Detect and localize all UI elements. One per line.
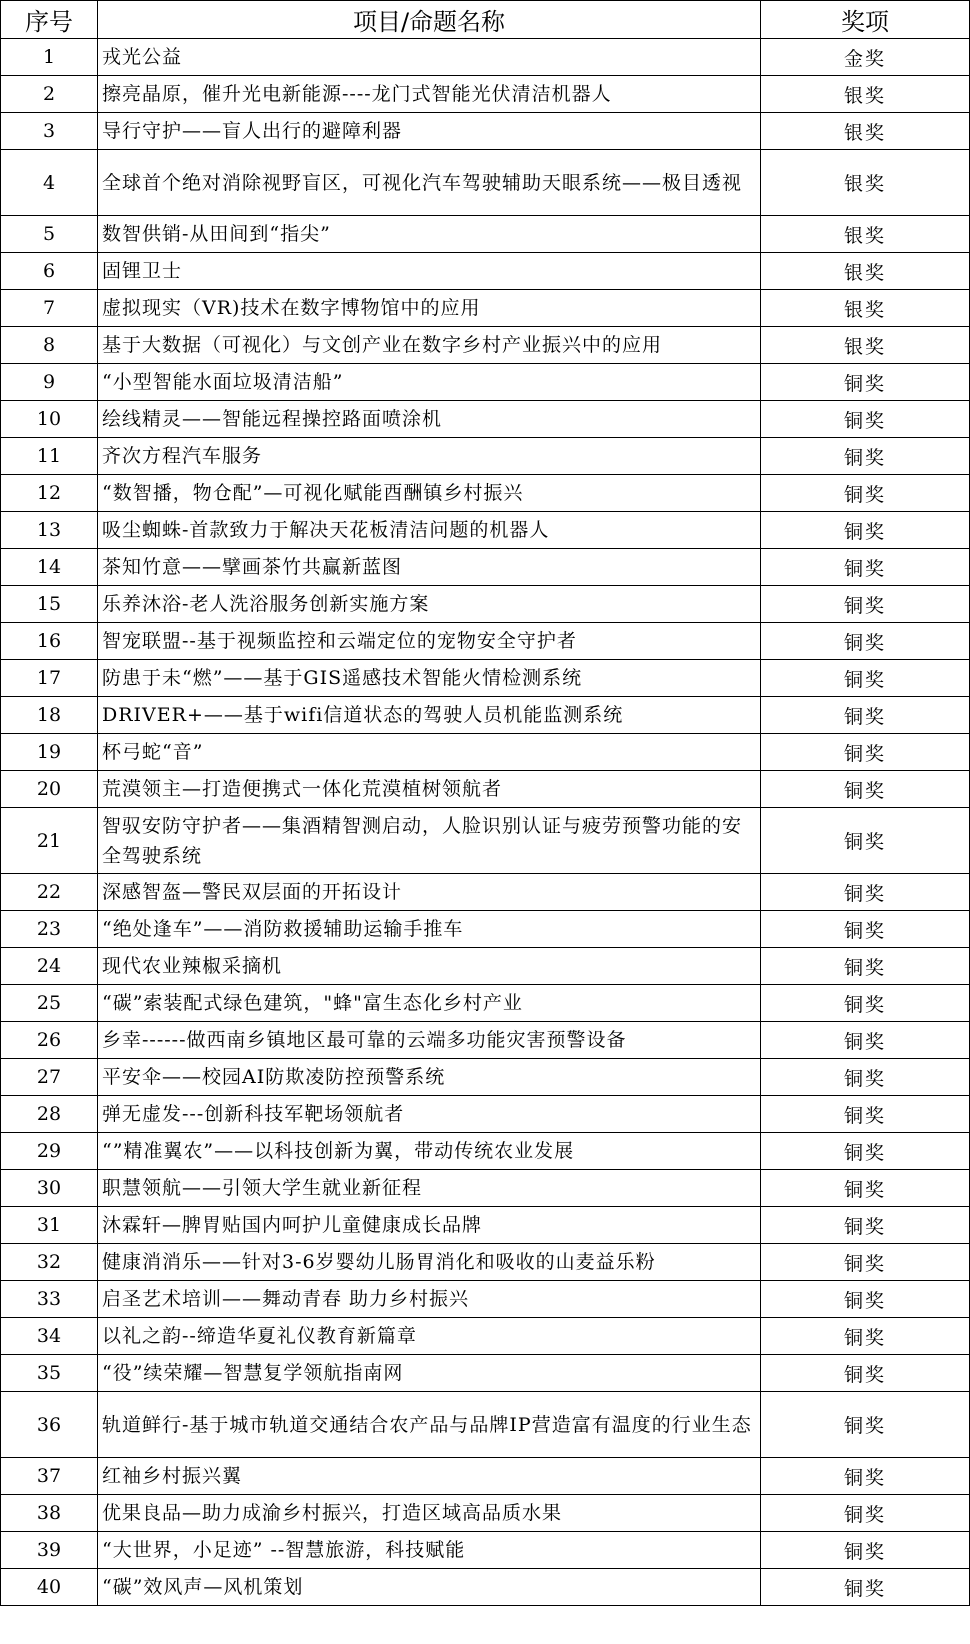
row-project-name: 智驭安防守护者——集酒精智测启动，人脸识别认证与疲劳预警功能的安全驾驶系统 [98,808,761,874]
row-award: 铜奖 [761,1355,970,1392]
row-award: 铜奖 [761,1281,970,1318]
table-row [1,948,970,985]
row-award: 银奖 [761,216,970,253]
row-award: 铜奖 [761,771,970,808]
row-project-name: “绝处逢车”——消防救援辅助运输手推车 [98,911,761,948]
row-index: 29 [1,1133,98,1170]
row-award: 铜奖 [761,1458,970,1495]
table-row [1,1244,970,1281]
row-project-name: 健康消消乐——针对3-6岁婴幼儿肠胃消化和吸收的山麦益乐粉 [98,1244,761,1281]
row-project-name: “碳”效风声—风机策划 [98,1569,761,1606]
row-index: 17 [1,660,98,697]
row-index: 39 [1,1532,98,1569]
table-row [1,697,970,734]
row-award: 银奖 [761,150,970,216]
row-project-name: “大世界，小足迹” --智慧旅游，科技赋能 [98,1532,761,1569]
table-row [1,113,970,150]
row-project-name: 启圣艺术培训——舞动青春 助力乡村振兴 [98,1281,761,1318]
row-index: 7 [1,290,98,327]
row-project-name: 防患于未“燃”——基于GIS遥感技术智能火情检测系统 [98,660,761,697]
row-project-name: 智宠联盟--基于视频监控和云端定位的宠物安全守护者 [98,623,761,660]
row-award: 铜奖 [761,1244,970,1281]
row-award: 银奖 [761,113,970,150]
table-row [1,1532,970,1569]
row-index: 38 [1,1495,98,1532]
row-index: 16 [1,623,98,660]
row-award: 铜奖 [761,660,970,697]
row-index: 27 [1,1059,98,1096]
row-index: 40 [1,1569,98,1606]
row-index: 12 [1,475,98,512]
row-index: 35 [1,1355,98,1392]
row-project-name: 全球首个绝对消除视野盲区，可视化汽车驾驶辅助天眼系统——极目透视 [98,150,761,216]
row-award: 铜奖 [761,1392,970,1458]
row-project-name: 基于大数据（可视化）与文创产业在数字乡村产业振兴中的应用 [98,327,761,364]
table-row [1,364,970,401]
row-award: 银奖 [761,327,970,364]
row-award: 铜奖 [761,1207,970,1244]
row-index: 6 [1,253,98,290]
row-project-name: 固锂卫士 [98,253,761,290]
row-index: 21 [1,808,98,874]
row-index: 2 [1,76,98,113]
row-award: 铜奖 [761,438,970,475]
row-project-name: 数智供销-从田间到“指尖” [98,216,761,253]
table-row [1,771,970,808]
row-index: 36 [1,1392,98,1458]
row-index: 10 [1,401,98,438]
row-project-name: 吸尘蜘蛛-首款致力于解决天花板清洁问题的机器人 [98,512,761,549]
table-row [1,874,970,911]
row-award: 铜奖 [761,808,970,874]
row-index: 33 [1,1281,98,1318]
row-index: 25 [1,985,98,1022]
row-index: 19 [1,734,98,771]
row-project-name: “役”续荣耀—智慧复学领航指南网 [98,1355,761,1392]
table-row [1,1281,970,1318]
table-row [1,623,970,660]
row-project-name: 导行守护——盲人出行的避障利器 [98,113,761,150]
row-project-name: DRIVER+——基于wifi信道状态的驾驶人员机能监测系统 [98,697,761,734]
row-award: 铜奖 [761,512,970,549]
table-row [1,150,970,216]
row-award: 铜奖 [761,1170,970,1207]
table-row [1,1569,970,1606]
table-row [1,1059,970,1096]
row-index: 22 [1,874,98,911]
row-index: 8 [1,327,98,364]
table-row [1,586,970,623]
row-award: 铜奖 [761,364,970,401]
row-project-name: 以礼之韵--缔造华夏礼仪教育新篇章 [98,1318,761,1355]
row-project-name: 优果良品—助力成渝乡村振兴，打造区域高品质水果 [98,1495,761,1532]
row-index: 14 [1,549,98,586]
row-project-name: 平安伞——校园AI防欺凌防控预警系统 [98,1059,761,1096]
row-project-name: 红袖乡村振兴翼 [98,1458,761,1495]
row-index: 5 [1,216,98,253]
row-award: 铜奖 [761,985,970,1022]
row-award: 银奖 [761,253,970,290]
row-index: 4 [1,150,98,216]
row-index: 26 [1,1022,98,1059]
table-row [1,1392,970,1458]
header-row [1,1,970,39]
row-award: 铜奖 [761,1133,970,1170]
table-row [1,290,970,327]
table-row [1,808,970,874]
row-project-name: 杯弓蛇“音” [98,734,761,771]
row-project-name: 深感智盔—警民双层面的开拓设计 [98,874,761,911]
table-row [1,1170,970,1207]
row-award: 铜奖 [761,1569,970,1606]
table-row [1,438,970,475]
row-project-name: “数智播，物仓配”—可视化赋能酉酬镇乡村振兴 [98,475,761,512]
row-index: 1 [1,39,98,76]
row-index: 23 [1,911,98,948]
header-index: 序号 [1,1,98,39]
table-row [1,660,970,697]
row-award: 银奖 [761,76,970,113]
row-project-name: 擦亮晶原，催升光电新能源----龙门式智能光伏清洁机器人 [98,76,761,113]
row-project-name: 荒漠领主—打造便携式一体化荒漠植树领航者 [98,771,761,808]
row-index: 9 [1,364,98,401]
row-index: 31 [1,1207,98,1244]
table-row [1,734,970,771]
table-row [1,39,970,76]
row-project-name: 齐次方程汽车服务 [98,438,761,475]
row-index: 24 [1,948,98,985]
row-project-name: 乐养沐浴-老人洗浴服务创新实施方案 [98,586,761,623]
table-body [1,39,970,1606]
row-award: 铜奖 [761,911,970,948]
row-award: 铜奖 [761,697,970,734]
row-index: 30 [1,1170,98,1207]
row-award: 铜奖 [761,1532,970,1569]
table-row [1,401,970,438]
row-project-name: 戎光公益 [98,39,761,76]
row-index: 32 [1,1244,98,1281]
table-row [1,1022,970,1059]
row-project-name: 轨道鲜行-基于城市轨道交通结合农产品与品牌IP营造富有温度的行业生态 [98,1392,761,1458]
row-award: 铜奖 [761,874,970,911]
row-index: 18 [1,697,98,734]
row-index: 28 [1,1096,98,1133]
row-index: 3 [1,113,98,150]
header-award: 奖项 [761,1,970,39]
row-index: 15 [1,586,98,623]
row-award: 铜奖 [761,1495,970,1532]
table-row [1,76,970,113]
row-award: 铜奖 [761,475,970,512]
table-row [1,549,970,586]
table-row [1,1133,970,1170]
table-row [1,253,970,290]
row-award: 铜奖 [761,734,970,771]
row-index: 20 [1,771,98,808]
row-project-name: 绘线精灵——智能远程操控路面喷涂机 [98,401,761,438]
table-row [1,985,970,1022]
table-row [1,1096,970,1133]
table-row [1,1318,970,1355]
row-project-name: “碳”索装配式绿色建筑，"蜂"富生态化乡村产业 [98,985,761,1022]
row-project-name: 现代农业辣椒采摘机 [98,948,761,985]
row-project-name: “”精准翼农”——以科技创新为翼，带动传统农业发展 [98,1133,761,1170]
row-award: 铜奖 [761,1022,970,1059]
table-row [1,1355,970,1392]
row-award: 铜奖 [761,948,970,985]
row-project-name: 弹无虚发---创新科技军靶场领航者 [98,1096,761,1133]
row-award: 铜奖 [761,549,970,586]
row-award: 铜奖 [761,623,970,660]
row-project-name: 虚拟现实（VR)技术在数字博物馆中的应用 [98,290,761,327]
row-project-name: 职慧领航——引领大学生就业新征程 [98,1170,761,1207]
row-award: 铜奖 [761,401,970,438]
row-award: 铜奖 [761,586,970,623]
header-name: 项目/命题名称 [98,1,761,39]
table-row [1,216,970,253]
row-project-name: 茶知竹意——擘画茶竹共赢新蓝图 [98,549,761,586]
row-index: 13 [1,512,98,549]
row-index: 34 [1,1318,98,1355]
row-award: 铜奖 [761,1059,970,1096]
table-row [1,475,970,512]
table-row [1,911,970,948]
row-index: 37 [1,1458,98,1495]
row-index: 11 [1,438,98,475]
table-row [1,1495,970,1532]
row-award: 金奖 [761,39,970,76]
row-project-name: 沐霖轩—脾胃贴国内呵护儿童健康成长品牌 [98,1207,761,1244]
row-award: 铜奖 [761,1096,970,1133]
row-project-name: “小型智能水面垃圾清洁船” [98,364,761,401]
row-award: 银奖 [761,290,970,327]
table-row [1,512,970,549]
row-award: 铜奖 [761,1318,970,1355]
table-row [1,327,970,364]
table-row [1,1207,970,1244]
table-row [1,1458,970,1495]
row-project-name: 乡幸------做西南乡镇地区最可靠的云端多功能灾害预警设备 [98,1022,761,1059]
